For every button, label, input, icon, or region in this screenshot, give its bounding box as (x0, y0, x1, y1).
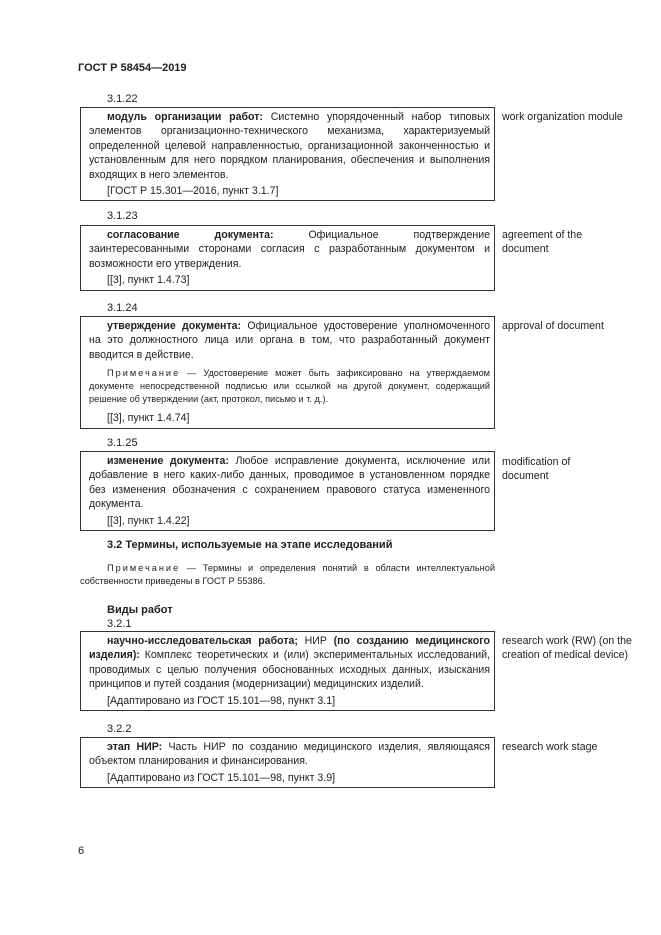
term-definition-text: Любое исправление документа, исключение или добавление в него каких-либо данных, проводимое в установленном порядке без изменения обозначения с сохранением правового статуса измененного документа. (89, 455, 491, 511)
note-text: — Термины и определения понятий в области интеллектуальной собственности приведены в ГОСТ Р 55386. (80, 563, 495, 586)
term-definition (81, 110, 494, 182)
note-label: Примечание (107, 368, 181, 379)
term-definition-text: Часть НИР по созданию медицинского изделия, являющаяся объектом планирования и финансирования. (89, 741, 490, 768)
term-source: [Адаптировано из ГОСТ 15.101—98, пункт 3.1] (107, 694, 336, 707)
section-title: 3.2 Термины, используемые на этапе исследований (107, 539, 393, 551)
term-definition (81, 228, 494, 271)
term-source: [[3], пункт 1.4.73] (107, 274, 190, 287)
term-english: research work stage (502, 741, 598, 753)
term-source: [[3], пункт 1.4.22] (107, 514, 190, 527)
term-number: 3.1.23 (107, 210, 138, 222)
term-english: research work (RW) (on the creation of medical device) (502, 635, 632, 662)
term-name: этап НИР: (107, 741, 163, 753)
term-number: 3.1.24 (107, 302, 138, 314)
term-box (80, 451, 495, 531)
term-definition-text: Комплекс теоретических и (или) экспериментальных исследований, проводимых с целью получения обоснованных исходных данных, изыскания принципов и путей создания (модернизации) медицинских изделий. (89, 649, 490, 691)
term-source: [Адаптировано из ГОСТ 15.101—98, пункт 3.9] (107, 771, 336, 784)
term-name: утверждение документа: (107, 320, 242, 332)
term-box (80, 316, 495, 429)
term-number: 3.1.22 (107, 93, 138, 105)
term-source: [ГОСТ Р 15.301—2016, пункт 3.1.7] (107, 185, 279, 198)
document-header: ГОСТ Р 58454—2019 (78, 62, 187, 74)
term-name-tail: (по созданию медицинского изделия): (89, 635, 490, 662)
term-name: модуль организации работ: (107, 111, 263, 123)
note-text: — Удостоверение может быть зафиксировано на утверждаемом документе непосредственной подписью или ссылкой на другой документ, содержащий решение об утверждении (акт, протокол, письмо и т. д.). (89, 368, 490, 405)
term-english: approval of document (502, 320, 604, 332)
term-name: научно-исследовательская работа; (107, 635, 298, 647)
term-box (80, 631, 495, 711)
term-definition (81, 454, 494, 512)
section-note (80, 562, 495, 588)
term-definition-text: Официальное подтверждение заинтересованными сторонами согласия с разработанным документом и возможности его утверждения. (89, 229, 491, 270)
term-box (80, 225, 495, 291)
term-number: 3.2.1 (107, 618, 132, 630)
term-box (80, 737, 495, 788)
term-box (80, 107, 495, 201)
term-abbreviation: НИР (297, 635, 334, 647)
note-label: Примечание (107, 563, 181, 573)
term-definition-text: Официальное удостоверение уполномоченного на это должностного лица или органа в том, что разработанный документ вводится в действие. (89, 320, 490, 361)
term-definition (81, 740, 494, 769)
term-definition-text: Системно упорядоченный набор типовых элементов организационно-технического механизма, характеризуемый определенной целевой направленностью, организационной законченностью и установленным для него порядком планирования, обеспечения и выполнения входящих в него элементов. (89, 111, 490, 181)
term-name: изменение документа: (107, 455, 229, 467)
term-number: 3.1.25 (107, 437, 138, 449)
page-number: 6 (78, 845, 85, 857)
term-definition (81, 319, 494, 362)
term-name: согласование документа: (107, 229, 274, 241)
term-english: agreement of the document (502, 229, 583, 256)
term-number: 3.2.2 (107, 723, 132, 735)
term-note (81, 367, 494, 406)
term-english: work organization module (502, 111, 623, 123)
term-definition (81, 634, 494, 692)
term-english: modification of document (502, 456, 571, 483)
subheading: Виды работ (107, 604, 173, 616)
term-source: [[3], пункт 1.4.74] (107, 412, 190, 425)
